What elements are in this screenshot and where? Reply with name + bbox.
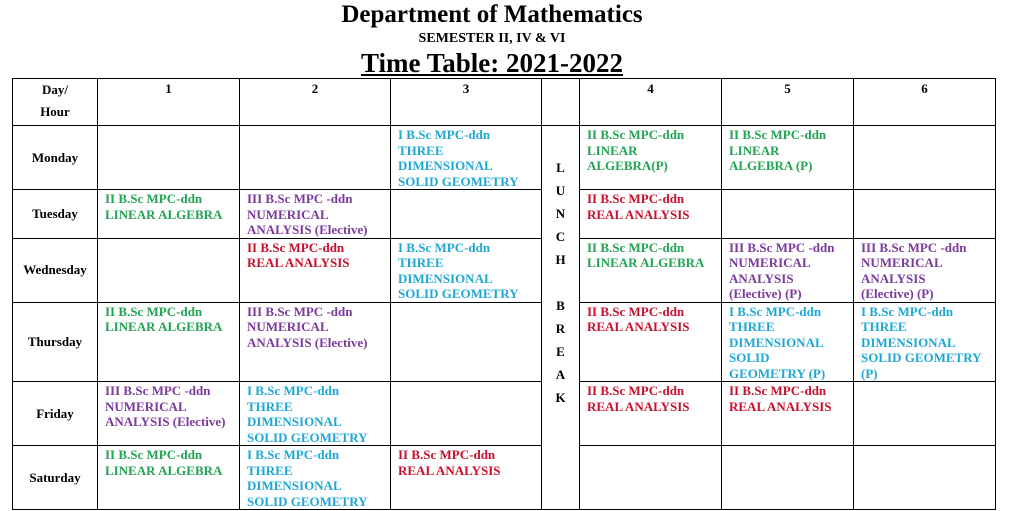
class-cell — [240, 302, 391, 382]
class-cell — [391, 238, 542, 302]
class-line: DIMENSIONAL — [247, 478, 342, 493]
class-line: II B.Sc MPC-ddn — [587, 127, 685, 142]
class-line: II B.Sc MPC-ddn — [729, 127, 827, 142]
lunch-letter: N — [555, 206, 566, 221]
class-line: I B.Sc MPC-ddn — [247, 383, 340, 398]
class-line: THREE — [247, 398, 293, 414]
class-line: SOLID GEOMETRY — [398, 173, 519, 189]
timetable-title — [0, 47, 984, 79]
class-line: REAL ANALYSIS — [398, 462, 501, 478]
day-label: Saturday — [13, 446, 98, 510]
class-cell — [722, 302, 854, 382]
class-line: DIMENSIONAL — [398, 270, 493, 286]
class-line: SOLID GEOMETRY — [398, 286, 519, 301]
class-line: I B.Sc MPC-ddn — [398, 239, 491, 255]
class-cell — [854, 446, 996, 510]
corner-header — [13, 79, 98, 126]
class-cell — [854, 238, 996, 302]
class-cell — [391, 126, 542, 190]
class-line: SOLID GEOMETRY — [247, 493, 368, 509]
class-line: II B.Sc MPC-ddn — [247, 239, 345, 255]
day-label: Monday — [13, 126, 98, 190]
day-row — [13, 126, 996, 190]
class-cell — [391, 382, 542, 446]
class-cell — [240, 190, 391, 239]
class-line: LINEAR ALGEBRA — [105, 319, 223, 334]
class-line: NUMERICAL — [105, 398, 187, 414]
class-line: LINEAR — [587, 142, 638, 158]
day-row — [13, 446, 996, 510]
class-line: ANALYSIS — [861, 270, 926, 286]
lunch-letter: B — [556, 298, 565, 313]
day-label: Thursday — [13, 302, 98, 382]
hour-header: 1 — [98, 79, 240, 126]
class-line: I B.Sc MPC-ddn — [247, 447, 340, 462]
day-label: Friday — [13, 382, 98, 446]
class-cell — [391, 302, 542, 382]
class-line: NUMERICAL — [861, 255, 943, 270]
hour-header: 2 — [240, 79, 391, 126]
day-row — [13, 190, 996, 239]
class-cell — [854, 382, 996, 446]
class-cell — [98, 382, 240, 446]
hour-header: 6 — [854, 79, 996, 126]
lunch-letter: L — [556, 160, 565, 175]
class-line: ANALYSIS (Elective) — [247, 334, 368, 350]
class-cell — [580, 446, 722, 510]
class-line: GEOMETRY (P) — [729, 365, 826, 381]
class-line: III B.Sc MPC -ddn — [861, 239, 967, 255]
class-line: LINEAR ALGEBRA — [105, 462, 223, 478]
class-line: II B.Sc MPC-ddn — [398, 447, 496, 462]
class-line: SOLID GEOMETRY — [247, 429, 368, 445]
department-title: Department of Mathematics — [341, 1, 643, 28]
class-line: II B.Sc MPC-ddn — [729, 383, 827, 398]
class-line: DIMENSIONAL — [398, 158, 493, 173]
lunch-letter: K — [555, 390, 566, 405]
class-line: ANALYSIS (Elective) — [105, 414, 226, 429]
class-cell — [722, 126, 854, 190]
class-cell — [98, 446, 240, 510]
class-line: REAL ANALYSIS — [729, 398, 832, 414]
header-row — [13, 79, 996, 126]
class-line: III B.Sc MPC -ddn — [247, 303, 353, 319]
day-label: Tuesday — [13, 190, 98, 239]
class-line: THREE — [729, 319, 775, 334]
class-line: I B.Sc MPC-ddn — [398, 127, 491, 142]
class-cell — [240, 446, 391, 510]
day-row — [13, 302, 996, 382]
class-line: THREE — [398, 255, 444, 270]
hour-header: 3 — [391, 79, 542, 126]
timetable-title-text: Time Table: 2021-2022 — [360, 48, 624, 78]
class-cell — [98, 238, 240, 302]
lunch-letter: C — [555, 229, 566, 244]
class-line: III B.Sc MPC -ddn — [247, 191, 353, 206]
timetable — [12, 78, 996, 510]
class-cell — [391, 190, 542, 239]
class-line: REAL ANALYSIS — [247, 255, 350, 270]
class-line: II B.Sc MPC-ddn — [105, 447, 203, 462]
day-label: Wednesday — [13, 238, 98, 302]
class-line: (Elective) (P) — [729, 286, 802, 301]
day-row — [13, 382, 996, 446]
corner-label-day: Day/ — [42, 82, 68, 97]
class-cell — [580, 238, 722, 302]
class-line: II B.Sc MPC-ddn — [105, 303, 203, 319]
lunch-header-cell — [542, 79, 580, 126]
lunch-break-column — [542, 126, 580, 510]
semester-subtitle: SEMESTER II, IV & VI — [418, 31, 566, 46]
class-line: REAL ANALYSIS — [587, 206, 690, 222]
class-cell — [391, 446, 542, 510]
class-cell — [854, 126, 996, 190]
class-line: II B.Sc MPC-ddn — [587, 303, 685, 319]
corner-label-hour: Hour — [40, 104, 70, 119]
class-cell — [722, 190, 854, 239]
class-line: DIMENSIONAL — [729, 334, 824, 350]
lunch-letter: E — [556, 344, 565, 359]
class-line: DIMENSIONAL — [247, 414, 342, 429]
class-line: (P) — [861, 365, 878, 381]
class-cell — [854, 302, 996, 382]
class-cell — [580, 190, 722, 239]
class-cell — [854, 190, 996, 239]
day-row — [13, 238, 996, 302]
class-line: SOLID — [729, 350, 770, 365]
lunch-letter: R — [555, 321, 566, 336]
class-line: III B.Sc MPC -ddn — [105, 383, 211, 398]
class-line: LINEAR ALGEBRA — [587, 255, 705, 270]
class-line: ALGEBRA(P) — [587, 158, 668, 173]
class-cell — [580, 126, 722, 190]
class-line: ALGEBRA (P) — [729, 158, 813, 173]
class-cell — [722, 238, 854, 302]
class-line: LINEAR ALGEBRA — [105, 206, 223, 222]
class-line: II B.Sc MPC-ddn — [587, 191, 685, 206]
class-cell — [240, 126, 391, 190]
class-line: THREE — [398, 142, 444, 158]
lunch-letter: A — [555, 367, 566, 382]
class-cell — [580, 382, 722, 446]
class-line: THREE — [247, 462, 293, 478]
class-cell — [98, 190, 240, 239]
class-line: DIMENSIONAL — [861, 334, 956, 350]
class-cell — [240, 382, 391, 446]
class-line: ANALYSIS (Elective) — [247, 222, 368, 237]
class-line: SOLID GEOMETRY — [861, 350, 982, 365]
class-line: NUMERICAL — [247, 206, 329, 222]
class-line: NUMERICAL — [247, 319, 329, 334]
class-line: II B.Sc MPC-ddn — [587, 239, 685, 255]
class-cell — [722, 382, 854, 446]
class-cell — [580, 302, 722, 382]
class-line: NUMERICAL — [729, 255, 811, 270]
class-line: II B.Sc MPC-ddn — [587, 383, 685, 398]
class-line: REAL ANALYSIS — [587, 319, 690, 334]
class-line: REAL ANALYSIS — [587, 398, 690, 414]
class-line: LINEAR — [729, 142, 780, 158]
hour-header: 5 — [722, 79, 854, 126]
class-line: II B.Sc MPC-ddn — [105, 191, 203, 206]
class-line: THREE — [861, 319, 907, 334]
hour-header: 4 — [580, 79, 722, 126]
class-cell — [98, 302, 240, 382]
lunch-letter: H — [555, 252, 566, 267]
class-cell — [98, 126, 240, 190]
class-line: I B.Sc MPC-ddn — [729, 303, 822, 319]
class-line: (Elective) (P) — [861, 286, 934, 301]
class-cell — [722, 446, 854, 510]
class-line: III B.Sc MPC -ddn — [729, 239, 835, 255]
lunch-letter — [542, 271, 579, 294]
class-line: I B.Sc MPC-ddn — [861, 303, 954, 319]
class-line: ANALYSIS — [729, 270, 794, 286]
lunch-letter: U — [555, 183, 566, 198]
class-cell — [240, 238, 391, 302]
